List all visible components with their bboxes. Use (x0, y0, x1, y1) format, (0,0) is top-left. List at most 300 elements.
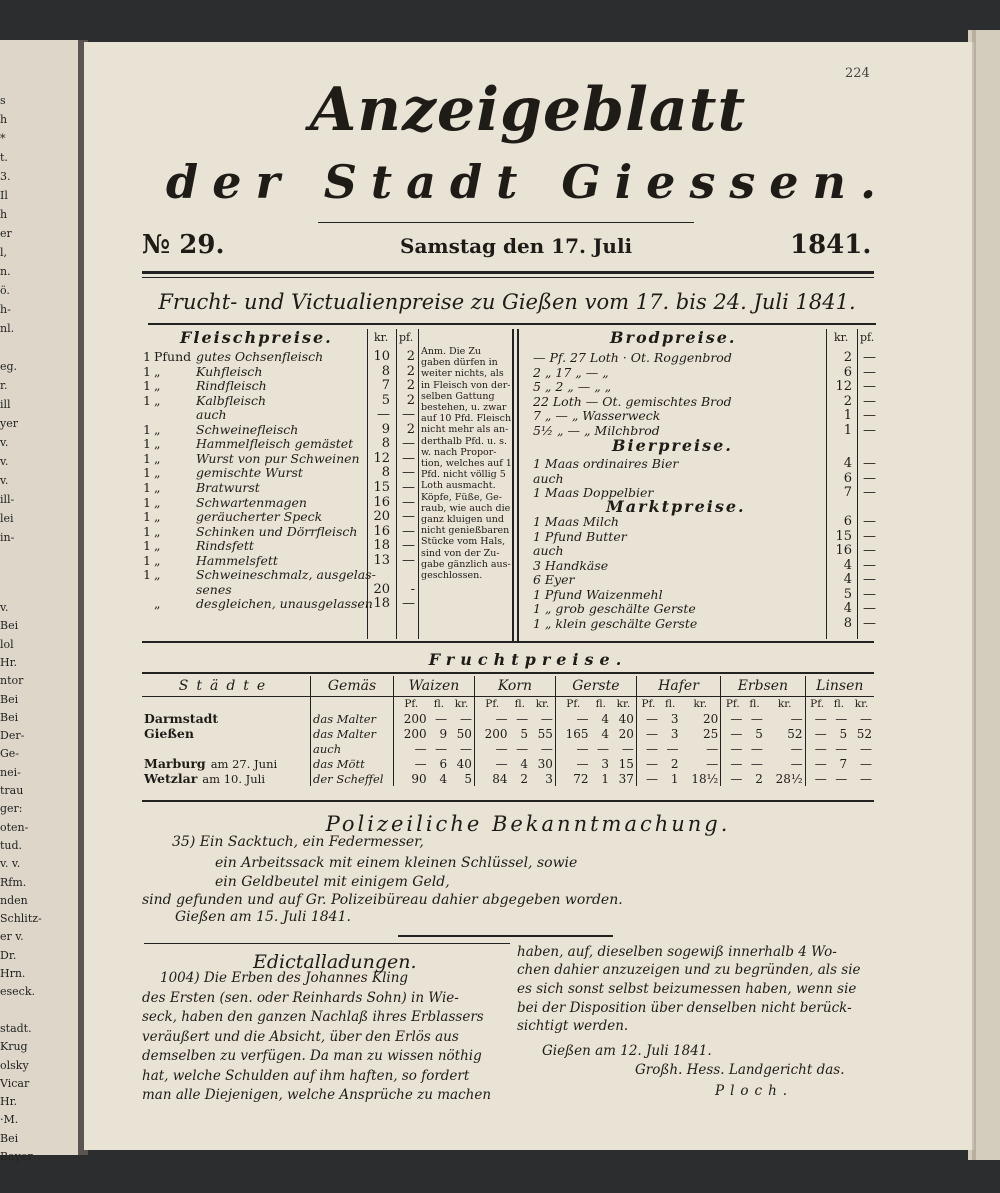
masthead-title: Anzeigeblatt (309, 75, 747, 145)
beer-item: 1 Maas Doppelbier (533, 485, 654, 500)
bread-col-rule (826, 329, 827, 639)
meat-unit: „ (154, 450, 161, 466)
grain-header-2: Gerste (555, 676, 636, 697)
meat-note (421, 346, 513, 581)
grain-value: 2 (670, 756, 679, 771)
meat-kr: 10 (373, 349, 390, 364)
grain-value: — (721, 726, 745, 741)
grain-city-name: Darmstadt (144, 711, 219, 726)
grain-city-name: Wetzlar (144, 771, 198, 786)
meat-unit: „ (154, 465, 161, 481)
grain-title: Fruchtpreise. (428, 650, 628, 669)
meat-unit: „ (154, 479, 161, 495)
margin-fragment: yer (0, 417, 18, 430)
grain-value: — (860, 741, 872, 756)
grain-price-table (142, 676, 874, 786)
margin-fragment: trau (0, 784, 24, 797)
grain-header-3: Hafer (636, 676, 720, 697)
grain-value: 5 (839, 726, 848, 741)
meat-pf: 2 (406, 349, 415, 364)
meat-qty: 1 (143, 479, 151, 495)
grain-value: 37 (618, 771, 634, 786)
note-line: geschlossen. (421, 570, 483, 582)
meat-name: Hammelsfett (196, 552, 278, 568)
note-line: nicht mehr als an- (421, 424, 509, 436)
meat-pf: — (402, 494, 415, 510)
grain-subheader: kr. (535, 698, 550, 710)
note-line: Anm. Die Zu (421, 346, 482, 357)
meat-name: Schweinefleisch (196, 421, 299, 437)
edict-line: Großh. Hess. Landgericht das. (635, 1062, 845, 1078)
edict-line: Gießen am 12. Juli 1841. (542, 1043, 712, 1059)
grain-value: 3 (545, 771, 553, 786)
beer-kr: 4 (843, 456, 852, 471)
grain-value: 1 (670, 771, 679, 786)
meat-unit-pf: pf. (399, 331, 414, 344)
meat-qty: 1 (143, 392, 151, 408)
market-kr: 4 (843, 557, 852, 573)
grain-value: — (750, 711, 763, 726)
grain-city-date: am 10. Juli (202, 772, 266, 786)
edict-title: Edictalladungen. (253, 951, 417, 973)
grain-value: — (750, 741, 763, 756)
masthead-subtitle: der Stadt Giessen. (166, 155, 890, 209)
margin-fragment: Il (0, 189, 8, 202)
market-item: 3 Handkäse (533, 557, 609, 573)
note-line: derthalb Pfd. u. s. (421, 435, 508, 447)
meat-name: Hammelfleisch gemästet (196, 436, 354, 452)
grain-top-rule (142, 672, 874, 674)
meat-qty: 1 (143, 538, 151, 554)
grain-value: 40 (618, 711, 634, 726)
grain-city (142, 741, 311, 756)
meat-kr: 18 (373, 538, 390, 554)
market-kr: 6 (843, 514, 852, 529)
grain-value: — (790, 741, 803, 756)
margin-fragment: v. (0, 601, 9, 614)
grain-value: — (636, 771, 660, 786)
meat-pf: — (402, 552, 415, 568)
grain-value: 4 (601, 726, 610, 741)
grain-value: 20 (618, 726, 634, 741)
meat-pf: 2 (406, 392, 415, 408)
edict-line: des Ersten (sen. oder Reinhards Sohn) in Wie- (142, 989, 459, 1006)
grain-value: — (474, 711, 509, 726)
meat-pf: — (402, 450, 415, 466)
grain-value: — (636, 756, 660, 771)
margin-fragment: Hrn. (0, 967, 26, 980)
meat-kr: 13 (373, 552, 390, 568)
market-pf: — (863, 514, 876, 529)
grain-value: 200 (474, 726, 509, 741)
meat-qty: 1 (143, 450, 151, 466)
grain-city-name: Marburg (144, 756, 206, 771)
meat-name: auch (196, 407, 227, 423)
note-line: sind von der Zu- (421, 547, 500, 559)
note-line: selben Gattung (421, 390, 495, 402)
grain-value: — (435, 711, 448, 726)
grain-subheader: fl. (749, 698, 760, 710)
meat-kr: 15 (373, 479, 390, 495)
margin-fragment: Krug (0, 1040, 28, 1054)
bread-item: 7 „ — „ Wasserweck (533, 408, 661, 423)
margin-fragment: Schlitz- (0, 912, 42, 926)
meat-kr: 12 (373, 450, 390, 466)
note-line: gaben dürfen in (421, 357, 498, 369)
bread-kr: 2 (843, 350, 852, 365)
margin-fragment: eseck. (0, 985, 35, 999)
meat-unit: „ (154, 378, 161, 394)
grain-value: — (790, 711, 803, 726)
meat-kr: 9 (381, 421, 390, 437)
market-item: 1 „ grob geschälte Gerste (533, 601, 696, 616)
grain-value: — (835, 741, 848, 756)
meat-name: desgleichen, unausgelassen (196, 596, 373, 612)
meat-qty: 1 (143, 465, 151, 481)
note-line: auf 10 Pfd. Fleisch (421, 413, 512, 425)
grain-value: 40 (456, 756, 472, 771)
edict-line: hat, welche Schulden auf ihm haften, so fordert (142, 1067, 470, 1084)
grain-value: 200 (394, 711, 429, 726)
grain-value: 28½ (775, 771, 803, 786)
meat-name: Rindsfett (196, 538, 254, 554)
grain-row (142, 726, 874, 741)
bread-kr: 1 (843, 408, 852, 423)
beer-item: 1 Maas ordinaires Bier (533, 456, 679, 471)
margin-fragment: lol (0, 637, 14, 651)
prices-headline: Frucht- und Victualienpreise zu Gießen vom 17. bis 24. Juli 1841. (158, 290, 856, 314)
grain-value: 50 (456, 726, 472, 741)
margin-fragment: lei (0, 512, 14, 525)
meat-name: Wurst von pur Schweinen (196, 450, 360, 466)
grain-value: — (860, 771, 872, 786)
meat-kr: 18 (373, 596, 390, 612)
meat-unit: „ (154, 392, 161, 408)
grain-value: — (805, 756, 829, 771)
margin-fragment: er v. (0, 930, 24, 944)
margin-fragment: nei- (0, 765, 21, 779)
margin-fragment: v. (0, 455, 9, 468)
meat-name: Schinken und Dörrfleisch (196, 523, 358, 539)
grain-value: — (721, 756, 745, 771)
grain-city (142, 726, 311, 741)
bread-pf: — (863, 364, 876, 380)
bread-item: — Pf. 27 Loth · Ot. Roggenbrod (533, 350, 732, 365)
margin-fragment: in- (0, 531, 15, 544)
grain-subheader: kr. (777, 698, 792, 710)
grain-value: — (636, 711, 660, 726)
grain-value: — (636, 726, 660, 741)
meat-unit: „ (154, 421, 161, 437)
meat-kr: 20 (373, 581, 390, 597)
market-item: 1 Maas Milch (533, 514, 619, 529)
margin-fragment: h (0, 208, 8, 221)
meat-qty: 1 (143, 349, 151, 364)
margin-fragment: t. (0, 151, 8, 164)
grain-row (142, 771, 874, 786)
grain-value: — (636, 741, 660, 756)
margin-fragment: Bei (0, 710, 19, 724)
grain-subheader: fl. (595, 698, 606, 710)
meat-kr: 7 (381, 378, 390, 394)
margin-fragment: Ge- (0, 747, 20, 761)
margin-fragment: nl. (0, 322, 15, 335)
beer-pf: — (863, 456, 876, 471)
grain-value: 84 (474, 771, 509, 786)
note-line: Pfd. nicht völlig 5 (421, 469, 506, 481)
edict-rule (144, 943, 510, 944)
market-kr: 16 (835, 543, 852, 558)
meat-pf: — (402, 407, 415, 423)
grain-value: 15 (618, 756, 634, 771)
meat-pf: 2 (406, 363, 415, 379)
center-divider (512, 329, 514, 641)
meat-unit: „ (154, 567, 161, 583)
margin-fragment: stadt. (0, 1021, 32, 1035)
bread-item: 2 „ 17 „ — „ (533, 364, 609, 380)
grain-measure: auch (311, 741, 394, 756)
market-pf: — (863, 601, 876, 616)
note-line: gabe gänzlich aus- (421, 558, 511, 570)
meat-kr: 16 (373, 494, 390, 510)
beer-pf: — (863, 485, 876, 500)
meat-pf: — (402, 596, 415, 612)
grain-value: — (394, 756, 429, 771)
grain-value: — (516, 711, 529, 726)
margin-fragment: er (0, 227, 12, 240)
issue-year: 1841. (790, 230, 872, 260)
grain-row (142, 741, 874, 756)
market-item: auch (533, 543, 564, 558)
grain-subheader: fl. (514, 698, 525, 710)
note-line: bestehen, u. zwar (421, 402, 507, 414)
edict-line: sichtigt werden. (517, 1018, 629, 1034)
grain-value: 3 (670, 711, 679, 726)
grain-header-gemaess: Gemäs (311, 676, 394, 697)
grain-value: 72 (555, 771, 590, 786)
grain-value: 3 (670, 726, 679, 741)
note-line: raub, wie auch die (421, 502, 511, 514)
grain-header-5: Linsen (805, 676, 874, 697)
meat-qty: 1 (143, 421, 151, 437)
market-pf: — (863, 543, 876, 558)
margin-fragment: Bei (0, 692, 19, 706)
margin-fragment: ö. (0, 284, 10, 297)
market-pf: — (863, 528, 876, 544)
margin-fragment: Der- (0, 729, 25, 743)
margin-fragment: Bei (0, 1131, 19, 1145)
bread-kr: 12 (835, 379, 852, 394)
market-kr: 15 (835, 528, 852, 544)
header-rule-thin (142, 277, 874, 278)
grain-header-staedte: Städte (142, 676, 311, 697)
market-pf: — (863, 557, 876, 573)
margin-fragment: ntor (0, 674, 24, 688)
meat-name: gutes Ochsenfleisch (196, 349, 324, 364)
margin-fragment: n. (0, 265, 11, 278)
meat-kr: 5 (381, 392, 390, 408)
beer-kr: 7 (843, 485, 852, 500)
margin-fragment: r. (0, 379, 8, 392)
margin-fragment: eg. (0, 360, 18, 373)
meat-pf: 2 (406, 378, 415, 394)
grain-value: 4 (439, 771, 448, 786)
market-item: 1 „ klein geschälte Gerste (533, 615, 698, 631)
margin-fragment: olsky (0, 1058, 29, 1072)
grain-value: — (805, 726, 829, 741)
grain-subheader: fl. (665, 698, 676, 710)
meat-kr: — (377, 407, 390, 423)
edict-line: demselben zu verfügen. Da man zu wissen nöthig (142, 1048, 482, 1064)
police-line: sind gefunden und auf Gr. Polizeibüreau dahier abgegeben worden. (142, 892, 623, 908)
edict-line: haben, auf, dieselben sogewiß innerhalb 4 Wo- (517, 944, 837, 960)
market-title: Marktpreise. (606, 497, 746, 516)
meat-qty: 1 (143, 523, 151, 539)
grain-value: — (860, 756, 872, 771)
grain-value: — (666, 741, 679, 756)
bread-kr: 6 (843, 364, 852, 380)
grain-value: — (555, 741, 590, 756)
meat-pf: 2 (406, 421, 415, 437)
grain-value: 30 (537, 756, 553, 771)
grain-value: 52 (856, 726, 872, 741)
grain-city (142, 711, 311, 726)
market-item: 1 Pfund Waizenmehl (533, 586, 663, 602)
grain-subheader: kr. (854, 698, 869, 710)
grain-value: 4 (520, 756, 529, 771)
meat-unit: „ (154, 363, 161, 379)
grain-value: — (540, 711, 553, 726)
grain-value: — (474, 756, 509, 771)
meat-kr: 8 (381, 465, 390, 481)
grain-row (142, 756, 874, 771)
police-line: ein Geldbeutel mit einigem Geld, (215, 874, 450, 890)
grain-city (142, 756, 311, 771)
grain-value: — (555, 756, 590, 771)
grain-header-0: Waizen (394, 676, 475, 697)
police-line: Gießen am 15. Juli 1841. (175, 909, 351, 925)
grain-subheader: fl. (833, 698, 845, 710)
grain-measure: das Mött (311, 756, 394, 771)
grain-value: 18½ (691, 771, 719, 786)
grain-value: 5 (755, 726, 763, 741)
grain-measure: der Scheffel (311, 771, 394, 786)
bread-item: 5½ „ — „ Milchbrod (533, 422, 660, 438)
bread-pf: — (863, 422, 876, 438)
grain-value: — (394, 741, 429, 756)
margin-fragment: Hr. (0, 1095, 18, 1109)
police-title: Polizeiliche Bekanntmachung. (325, 812, 731, 836)
grain-value: — (597, 741, 610, 756)
prices-top-rule (148, 323, 876, 325)
bread-pf: — (863, 393, 876, 409)
margin-fragment: Vicar (0, 1076, 30, 1090)
meat-unit: „ (154, 436, 161, 452)
meat-pf: - (410, 581, 415, 597)
grain-subheader: kr. (454, 698, 469, 710)
meat-qty: 1 (143, 509, 151, 525)
grain-value: — (721, 741, 745, 756)
masthead-rule (318, 222, 694, 223)
grain-value: 200 (394, 726, 429, 741)
prices-bottom-rule (142, 641, 874, 643)
meat-col-rule-3 (418, 329, 419, 639)
grain-value: — (516, 741, 529, 756)
grain-value: — (706, 741, 719, 756)
grain-value: — (621, 741, 634, 756)
grain-subheader: kr. (693, 698, 708, 710)
meat-name: Kuhfleisch (196, 363, 263, 379)
grain-value: 20 (702, 711, 719, 726)
edict-line: Ploch. (715, 1083, 794, 1099)
page-edge-line (972, 30, 976, 1160)
center-divider-2 (517, 329, 519, 641)
margin-fragment: Hr. (0, 655, 18, 669)
grain-value: 25 (702, 726, 719, 741)
grain-value: 4 (601, 711, 610, 726)
meat-qty: 1 (143, 378, 151, 394)
market-kr: 8 (843, 615, 852, 631)
police-line: 35) Ein Sacktuch, ein Federmesser, (172, 834, 424, 850)
note-line: nicht genießbaren (421, 525, 510, 537)
bread-kr: 1 (843, 422, 852, 438)
meat-qty: 1 (143, 363, 151, 379)
market-item: 1 Pfund Butter (533, 528, 627, 544)
meat-unit: „ (154, 523, 161, 539)
grain-city-name: Gießen (144, 726, 194, 741)
market-pf: — (863, 615, 876, 631)
market-kr: 4 (843, 572, 852, 587)
note-line: in Fleisch von der- (421, 379, 511, 391)
grain-value: — (474, 741, 509, 756)
meat-name: Schwartenmagen (196, 494, 307, 510)
bread-pf: — (863, 379, 876, 394)
beer-item: auch (533, 470, 564, 486)
meat-name: Kalbfleisch (196, 392, 266, 408)
bread-item: 22 Loth — Ot. gemischtes Brod (533, 393, 732, 409)
grain-value: — (540, 741, 553, 756)
grain-value: — (721, 711, 745, 726)
edict-line: bei der Disposition über denselben nicht berück- (517, 1000, 852, 1016)
issue-date: Samstag den 17. Juli (400, 234, 633, 258)
market-item: 6 Eyer (533, 572, 575, 587)
meat-kr: 20 (373, 509, 390, 525)
grain-measure: das Malter (311, 711, 394, 726)
margin-fragment: 3. (0, 170, 11, 183)
beer-title: Bierpreise. (612, 436, 733, 455)
meat-kr: 8 (381, 363, 390, 379)
grain-measure: das Malter (311, 726, 394, 741)
bread-col-rule-2 (857, 329, 858, 639)
grain-value: — (805, 741, 829, 756)
grain-value: 5 (520, 726, 529, 741)
grain-value: — (860, 711, 872, 726)
meat-kr: 8 (381, 436, 390, 452)
margin-fragment: ·M. (0, 1113, 19, 1127)
bread-title: Brodpreise. (610, 328, 737, 347)
bread-kr: 2 (843, 393, 852, 409)
margin-fragment: h (0, 113, 8, 126)
issue-number: № 29. (142, 230, 225, 260)
margin-fragment: oten- (0, 820, 29, 834)
margin-fragment: ill (0, 398, 11, 411)
grain-sub-empty (311, 697, 394, 712)
meat-pf: — (402, 538, 415, 554)
note-line: w. nach Propor- (421, 446, 497, 458)
grain-subheader: Pf. (636, 697, 660, 712)
meat-name: senes (196, 581, 232, 597)
grain-value: — (721, 771, 745, 786)
